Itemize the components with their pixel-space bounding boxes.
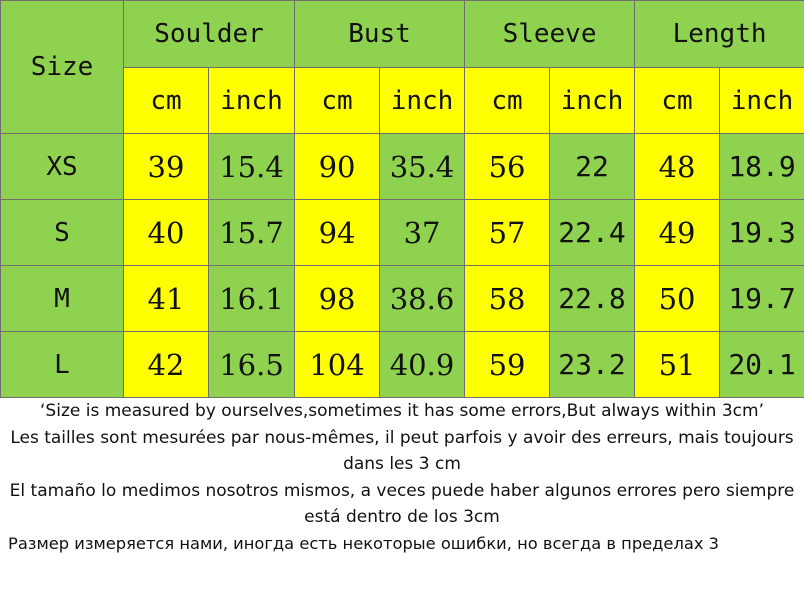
table-cell: 22.4 (550, 200, 635, 266)
table-cell: 98 (295, 266, 380, 332)
table-cell: 42 (124, 332, 209, 398)
table-cell: 51 (635, 332, 720, 398)
bust-header: Bust (295, 1, 465, 68)
note-french: Les tailles sont mesurées par nous-mêmes, il peut parfois y avoir des erreurs, mais toujours dans les 3 cm (10, 427, 794, 474)
note-spanish: El tamaño lo medimos nosotros mismos, a veces puede haber algunos errores pero siempre está dentro de los 3cm (9, 480, 795, 527)
table-cell: 39 (124, 134, 209, 200)
unit-header: inch (209, 68, 295, 134)
size-label: S (1, 200, 124, 266)
unit-header: cm (635, 68, 720, 134)
table-cell: 37 (380, 200, 465, 266)
unit-header: cm (465, 68, 550, 134)
table-cell: 56 (465, 134, 550, 200)
unit-header: inch (720, 68, 804, 134)
table-cell: 48 (635, 134, 720, 200)
table-cell: 40.9 (380, 332, 465, 398)
length-header: Length (635, 1, 804, 68)
size-label: L (1, 332, 124, 398)
measurement-notes (0, 397, 804, 595)
table-cell: 57 (465, 200, 550, 266)
unit-header: cm (124, 68, 209, 134)
table-cell: 49 (635, 200, 720, 266)
table-row (1, 134, 804, 200)
size-label: XS (1, 134, 124, 200)
table-cell: 59 (465, 332, 550, 398)
table-cell: 90 (295, 134, 380, 200)
table-cell: 15.7 (209, 200, 295, 266)
table-row (1, 332, 804, 398)
sleeve-header: Sleeve (465, 1, 635, 68)
unit-header: cm (295, 68, 380, 134)
table-cell: 38.6 (380, 266, 465, 332)
note-english: ‘Size is measured by ourselves,sometimes it has some errors,But always within 3cm’ (40, 401, 764, 421)
unit-header: inch (550, 68, 635, 134)
table-cell: 15.4 (209, 134, 295, 200)
table-row (1, 266, 804, 332)
table-cell: 19.7 (720, 266, 804, 332)
shoulder-header: Soulder (124, 1, 295, 68)
table-cell: 94 (295, 200, 380, 266)
table-cell: 41 (124, 266, 209, 332)
table-cell: 104 (295, 332, 380, 398)
table-cell: 19.3 (720, 200, 804, 266)
table-cell: 23.2 (550, 332, 635, 398)
table-cell: 40 (124, 200, 209, 266)
table-cell: 18.9 (720, 134, 804, 200)
table-cell: 22.8 (550, 266, 635, 332)
table-cell: 20.1 (720, 332, 804, 398)
table-cell: 22 (550, 134, 635, 200)
size-header: Size (1, 1, 124, 134)
note-russian: Размер измеряется нами, иногда есть некоторые ошибки, но всегда в пределах 3 (8, 533, 719, 553)
unit-header: inch (380, 68, 465, 134)
table-cell: 35.4 (380, 134, 465, 200)
table-cell: 58 (465, 266, 550, 332)
table-cell: 16.1 (209, 266, 295, 332)
table-row (1, 200, 804, 266)
size-label: M (1, 266, 124, 332)
table-cell: 16.5 (209, 332, 295, 398)
table-cell: 50 (635, 266, 720, 332)
